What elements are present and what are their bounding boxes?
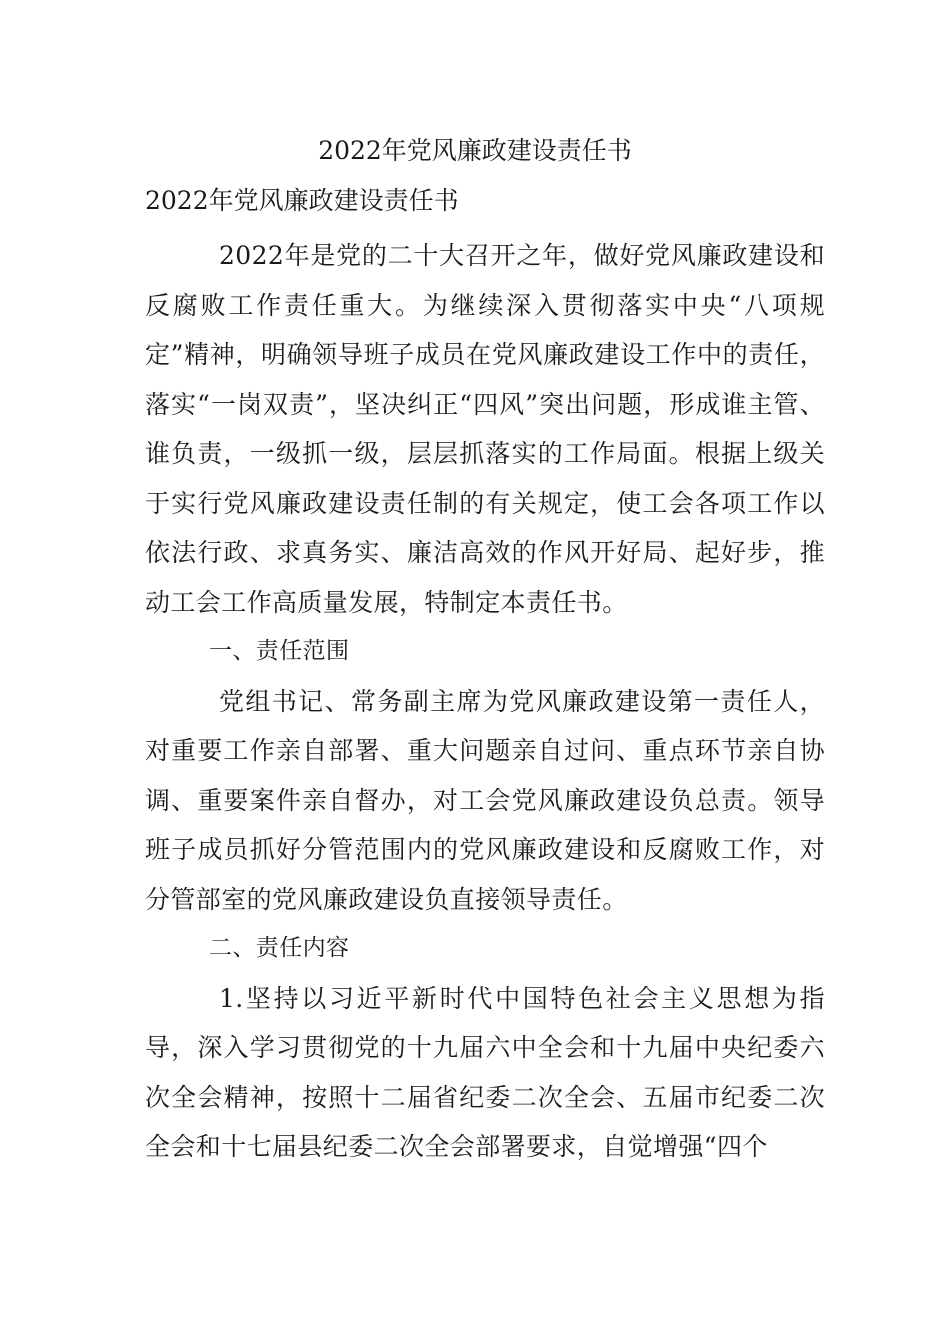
scope-paragraph: 党组书记、常务副主席为党风廉政建设第一责任人，对重要工作亲自部署、重大问题亲自过问、重点环节亲自协调、重要案件亲自督办，对工会党风廉政建设负总责。领导班子成员抓好分管范围内的党风廉政建设和反腐败工作，对分管部室的党风廉政建设负直接领导责任。 bbox=[145, 686, 825, 914]
intro-paragraph: 2022年是党的二十大召开之年，做好党风廉政建设和反腐败工作责任重大。为继续深入贯彻落实中央“八项规定”精神，明确领导班子成员在党风廉政建设工作中的责任，落实“一岗双责”，坚决纠正“四风”突出问题，形成谁主管、谁负责，一级抓一级，层层抓落实的工作局面。根据上级关于实行党风廉政建设责任制的有关规定，使工会各项工作以依法行政、求真务实、廉洁高效的作风开好局、起好步，推动工会工作高质量发展，特制定本责任书。 bbox=[145, 241, 825, 617]
section-heading-scope: 一、责任范围 bbox=[209, 638, 350, 664]
document-subtitle: 2022年党风廉政建设责任书 bbox=[145, 186, 459, 215]
content-paragraph-1: 1.坚持以习近平新时代中国特色社会主义思想为指导，深入学习贯彻党的十九届六中全会和十九届中央纪委六次全会精神，按照十二届省纪委二次全会、五届市纪委二次全会和十七届县纪委二次全会部署要求，自觉增强“四个 bbox=[145, 983, 825, 1161]
section-heading-content: 二、责任内容 bbox=[209, 935, 350, 961]
document-title: 2022年党风廉政建设责任书 bbox=[318, 136, 632, 165]
document-body bbox=[145, 231, 825, 1172]
